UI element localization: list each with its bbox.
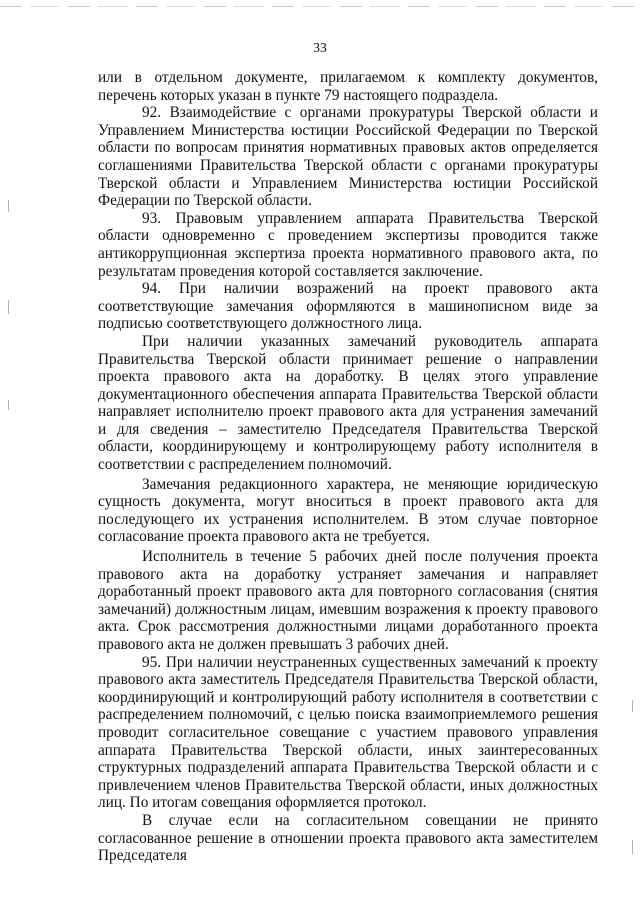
paragraph-continuation: или в отдельном документе, прилагаемом к комплекту документов, перечень которых указан в пункте 79 настоящего подраздела. [98, 69, 598, 104]
scan-margin-mark [632, 700, 633, 712]
paragraph-92: 92. Взаимодействие с органами прокуратуры Тверской области и Управлением Министерства юстиции Российской Федерации по Тверской области по вопросам принятия нормативных правовых актов определяется соглашениями Правительства Тверской области с органами прокуратуры Тверской области и Управлением Министерства юстиции Российской Федерации по Тверской области. [98, 104, 598, 210]
paragraph-executor-deadline: Исполнитель в течение 5 рабочих дней после получения проекта правового акта на доработку устраняет замечания и направляет доработанный проект правового акта для повторного согласования (снятия замечаний) должностным лицам, имевшим возражения к проекту правового акта. Срок рассмотрения должностными лицами доработанного проекта правового акта не должен превышать 3 рабочих дней. [98, 548, 598, 653]
page-number: 33 [313, 40, 327, 55]
paragraph-94: 94. При наличии возражений на проект правового акта соответствующие замечания оформляются в машинописном виде за подписью соответствующего должностного лица. [98, 280, 598, 333]
paragraph-conciliation: В случае если на согласительном совещании не принято согласованное решение в отношении проекта правового акта заместителем Председателя [98, 811, 598, 865]
paragraph-95: 95. При наличии неустраненных существенных замечаний к проекту правового акта заместитель Председателя Правительства Тверской области, координирующий и контролирующий работу исполнителя в соответствии с распределением полномочий, с целью поиска взаимоприемлемого решения проводит согласительное совещание с участием правового управления аппарата Правительства Тверской области, иных заинтересованных структурных подразделений аппарата Правительства Тверской области и с привлечением членов Правительства Тверской области, иных должностных лиц. По итогам совещания оформляется протокол. [98, 653, 598, 812]
scan-margin-mark [8, 300, 9, 314]
paragraph-94-remarks: При наличии указанных замечаний руководитель аппарата Правительства Тверской области принимает решение о направлении проекта правового акта на доработку. В целях этого управление документационного обеспечения аппарата Правительства Тверской области направляет исполнителю проект правового акта для устранения замечаний и для сведения – заместителю Председателя Правительства Тверской области, координирующему и контролирующему работу исполнителя в соответствии с распределением полномочий. [98, 332, 598, 474]
paragraph-editorial-remarks: Замечания редакционного характера, не меняющие юридическую сущность документа, могут вноситься в проект правового акта для последующего их устранения исполнителем. В этом случае повторное согласование проекта правового акта не требуется. [98, 475, 598, 546]
paragraph-93: 93. Правовым управлением аппарата Правительства Тверской области одновременно с проведением экспертизы проводится также антикоррупционная экспертиза проекта нормативного правового акта, по результатам проведения которой составляется заключение. [98, 209, 598, 280]
scan-margin-mark [632, 840, 633, 854]
document-body [98, 69, 598, 865]
scan-margin-mark [8, 200, 9, 212]
scan-edge-artifact [0, 6, 640, 7]
scan-margin-mark [8, 400, 9, 410]
